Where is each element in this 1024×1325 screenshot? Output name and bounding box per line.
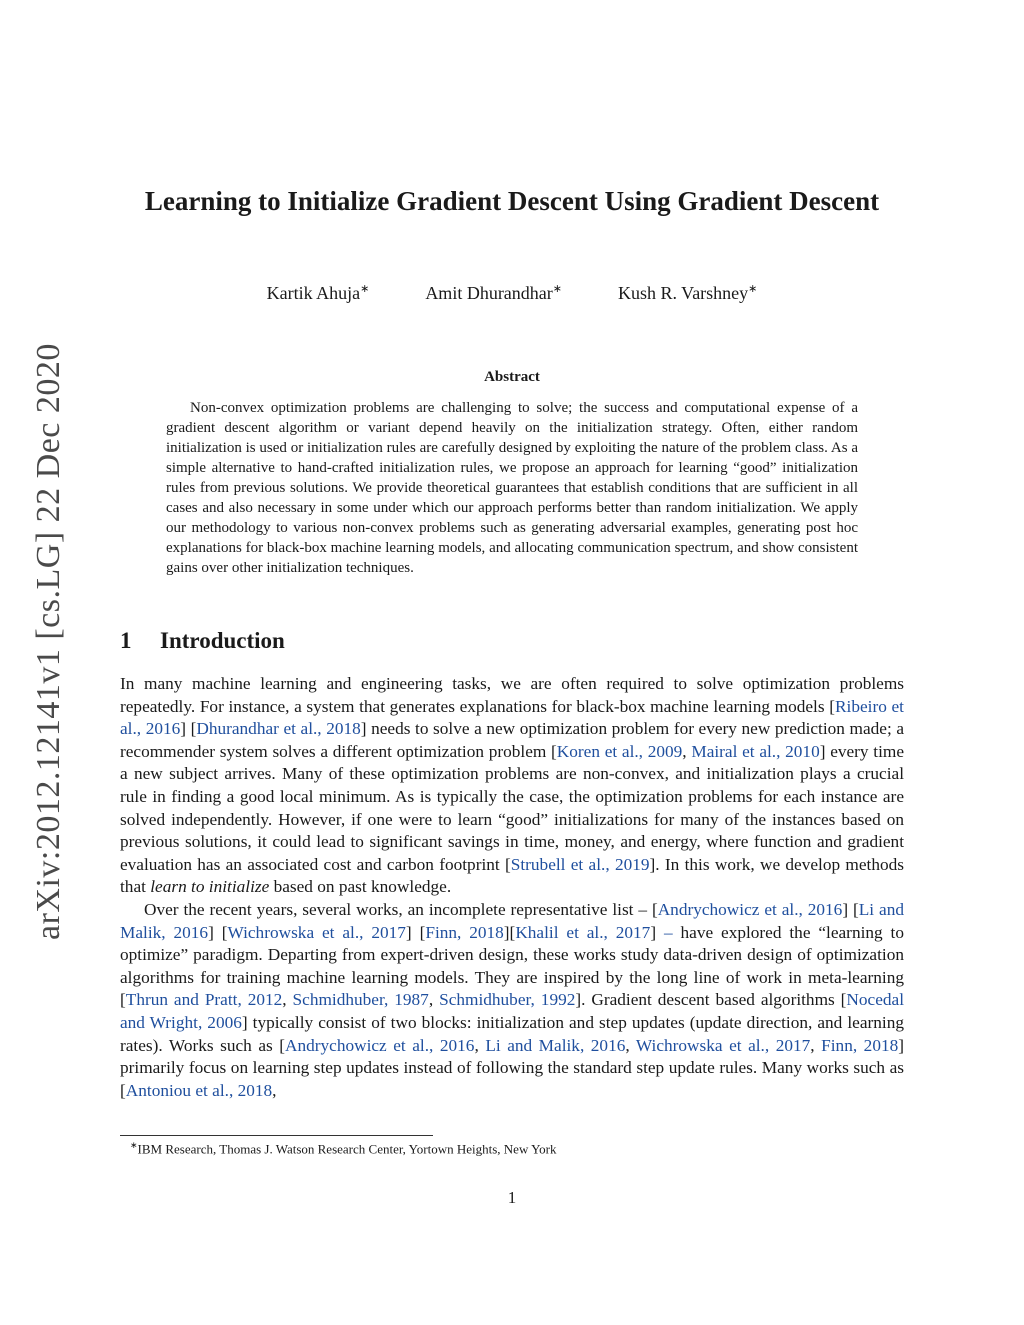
- affiliation-mark: ∗: [748, 283, 758, 295]
- author-list: [120, 282, 904, 304]
- section-heading: [120, 628, 720, 654]
- abstract-heading: Abstract: [484, 369, 540, 385]
- citation-link[interactable]: Thrun and Pratt, 2012: [125, 990, 283, 1010]
- text: In many machine learning and engineering tasks, we are often required to solve optimization problems repeatedly. For instance, a system that generates explanations for black-box machine learning models [: [120, 674, 904, 716]
- text: ,: [428, 990, 440, 1010]
- footnote-text: IBM Research, Thomas J. Watson Research Center, Yortown Heights, New York: [137, 1141, 557, 1157]
- text: ,: [272, 1080, 277, 1100]
- section-title: Introduction: [160, 628, 285, 653]
- footnote-mark: ∗: [130, 1140, 138, 1150]
- paragraph: [120, 673, 904, 899]
- text: ] [: [208, 922, 228, 942]
- author: [618, 282, 757, 304]
- text: ][: [503, 922, 516, 942]
- citation-link[interactable]: Antoniou et al., 2018: [125, 1080, 273, 1100]
- arxiv-identifier-stamp: arXiv:2012.12141v1 [cs.LG] 22 Dec 2020: [30, 343, 67, 940]
- text: ]. Gradient descent based algorithms [: [575, 990, 847, 1010]
- text: ,: [625, 1035, 636, 1055]
- citation-link[interactable]: Nocedal and Wright, 2006: [120, 990, 904, 1032]
- paragraph: [120, 899, 904, 1102]
- text: ] [: [842, 899, 859, 919]
- introduction-body: [120, 673, 904, 1102]
- citation-link[interactable]: Wichrowska et al., 2017: [635, 1035, 811, 1055]
- citation-link[interactable]: Schmidhuber, 1987: [292, 990, 429, 1010]
- text: ,: [682, 741, 692, 761]
- author-name: Amit Dhurandhar: [425, 283, 553, 303]
- citation-link[interactable]: Li and Malik, 2016: [485, 1035, 626, 1055]
- citation-link[interactable]: Andrychowicz et al., 2016: [657, 899, 843, 919]
- author-name: Kush R. Varshney: [618, 283, 749, 303]
- citation-link[interactable]: Finn, 2018: [821, 1035, 899, 1055]
- citation-link[interactable]: –: [656, 922, 681, 942]
- citation-link[interactable]: Khalil et al., 2017: [515, 922, 651, 942]
- text: ,: [810, 1035, 822, 1055]
- footnote-divider: [120, 1135, 433, 1136]
- text: have explored the “learning to optimize” paradigm. Departing from expert-driven design, these works study data-driven design of optimization algorithms for training machine learning models. They are inspired by the long line of work in meta-learning [: [120, 922, 904, 1010]
- affiliation-mark: ∗: [360, 283, 370, 295]
- text: ] every time a new subject arrives. Many of these optimization problems are non-convex, and initialization plays a crucial rule in finding a good local minimum. As is typically the case, the optimization problems for each instance are solved independently. However, if one were to learn “good” initializations for many of the instances based on previous solutions, it could lead to significant savings in time, money, and energy, where function and gradient evaluation has an associated cost and carbon footprint [: [120, 741, 905, 874]
- paper-title: Learning to Initialize Gradient Descent Using Gradient Descent: [144, 186, 880, 216]
- text: ] primarily focus on learning step updates instead of following the standard step update rules. Many works such as [: [120, 1035, 905, 1100]
- author: [425, 282, 562, 304]
- citation-link[interactable]: Ribeiro et al., 2016: [120, 696, 904, 739]
- text: ]: [650, 922, 657, 942]
- affiliation-mark: ∗: [552, 283, 562, 295]
- page-number: 1: [507, 1188, 517, 1207]
- text: ]. In this work, we develop methods that: [120, 854, 904, 897]
- text: ] [: [405, 922, 426, 942]
- citation-link[interactable]: Wichrowska et al., 2017: [227, 922, 406, 942]
- citation-link[interactable]: Mairal et al., 2010: [691, 741, 820, 761]
- text: based on past knowledge.: [269, 877, 452, 897]
- citation-link[interactable]: Strubell et al., 2019: [510, 854, 650, 874]
- citation-link[interactable]: Schmidhuber, 1992: [439, 990, 576, 1010]
- text: ] typically consist of two blocks: initialization and step updates (update direction, and learning rates). Works such as [: [120, 1012, 904, 1055]
- text: Over the recent years, several works, an incomplete representative list – [: [144, 899, 658, 919]
- text: ] needs to solve a new optimization problem for every new prediction made; a recommender system solves a different optimization problem [: [120, 719, 904, 761]
- abstract-body: Non-convex optimization problems are challenging to solve; the success and computational expense of a gradient descent algorithm or variant depend heavily on the initialization strategy. Often, either random initialization is used or initialization rules are carefully designed by exploiting the nature of the problem class. As a simple alternative to hand-crafted initialization rules, we propose an approach for learning “good” initialization rules from previous solutions. We provide theoretical guarantees that establish conditions that are sufficient in all cases and also necessary in some under which our approach performs better than random initialization. We apply our methodology to various non-convex problems such as generating adversarial examples, generating post hoc explanations for black-box machine learning models, and allocating communication spectrum, and show consistent gains over other initialization techniques.: [166, 400, 858, 576]
- text: ] [: [180, 719, 197, 739]
- citation-link[interactable]: Koren et al., 2009: [556, 741, 683, 761]
- author: [267, 282, 370, 304]
- citation-link[interactable]: Andrychowicz et al., 2016: [285, 1035, 475, 1055]
- citation-link[interactable]: Finn, 2018: [425, 922, 504, 942]
- section-number: 1: [120, 628, 132, 653]
- citation-link[interactable]: Li and Malik, 2016: [120, 899, 904, 942]
- citation-link[interactable]: Dhurandhar et al., 2018: [196, 719, 361, 739]
- emphasis: learn to initialize: [150, 877, 270, 897]
- text: ,: [282, 990, 293, 1010]
- footnote: [130, 1140, 830, 1157]
- author-name: Kartik Ahuja: [266, 283, 361, 303]
- text: ,: [474, 1035, 486, 1055]
